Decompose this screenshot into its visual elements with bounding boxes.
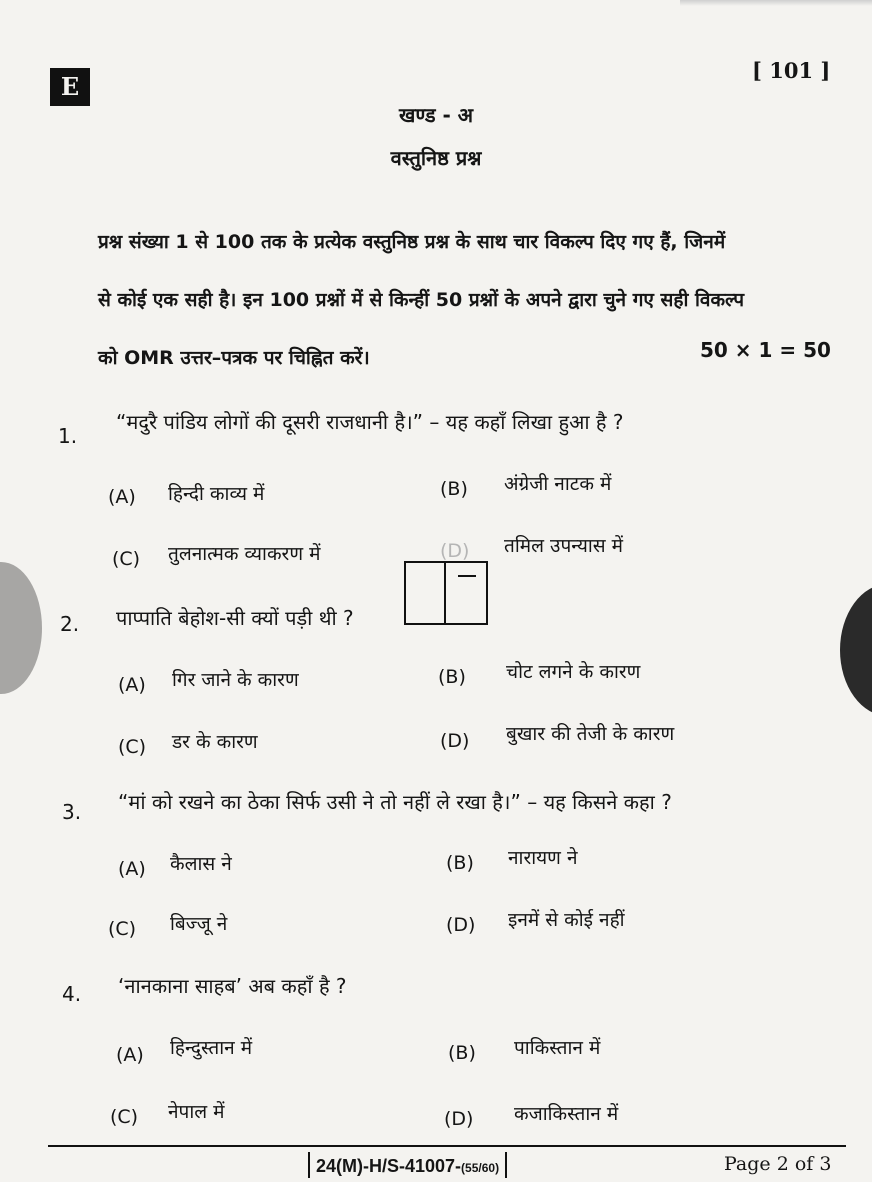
option-text: नेपाल में (168, 1101, 225, 1123)
instruction-line-1: प्रश्न संख्या 1 से 100 तक के प्रत्येक वस्तुनिष्ठ प्रश्न के साथ चार विकल्प दिए गए हैं, जिनमें (98, 231, 726, 253)
option-text: इनमें से कोई नहीं (508, 909, 625, 931)
section-title: खण्ड - अ (398, 103, 474, 127)
question-text: “मां को रखने का ठेका सिर्फ उसी ने तो नहीं ले रखा है।” – यह किसने कहा ? (118, 790, 672, 814)
option-letter: (C) (108, 918, 137, 940)
option-text: डर के कारण (172, 731, 258, 753)
option-text: हिन्दुस्तान में (170, 1037, 253, 1059)
question-number: 2. (60, 612, 80, 636)
footer-rule (48, 1145, 846, 1147)
page-footer: Page 2 of 3 (724, 1153, 832, 1175)
option-text: तमिल उपन्यास में (504, 535, 624, 557)
question-number: 4. (62, 982, 82, 1006)
marks-scheme: 50 × 1 = 50 (700, 338, 831, 362)
option-text: गिर जाने के कारण (172, 669, 299, 691)
option-letter: (B) (446, 852, 474, 874)
option-letter: (C) (118, 736, 147, 758)
option-letter: (B) (448, 1042, 476, 1064)
section-subtitle: वस्तुनिष्ठ प्रश्न (390, 146, 482, 170)
hole-punch-right (840, 584, 872, 716)
question-text: पाप्पाति बेहोश-सी क्यों पड़ी थी ? (116, 606, 354, 630)
option-text: बुखार की तेजी के कारण (506, 723, 675, 745)
paper-code-suffix: (55/60) (461, 1161, 500, 1175)
hole-punch-left (0, 562, 42, 694)
page-edge-shadow (680, 0, 872, 6)
option-text: नारायण ने (508, 847, 578, 869)
set-badge: E (50, 68, 90, 106)
option-text: हिन्दी काव्य में (168, 483, 265, 505)
paper-code-main: 24(M)-H/S-41007- (316, 1156, 462, 1176)
question-number: 3. (62, 800, 82, 824)
option-text: बिज्जू ने (170, 913, 228, 935)
option-letter: (D) (440, 540, 470, 562)
option-text: अंग्रेजी नाटक में (504, 473, 612, 495)
option-letter: (D) (440, 730, 470, 752)
option-letter: (A) (108, 486, 136, 508)
option-letter: (A) (118, 674, 146, 696)
option-letter: (B) (438, 666, 466, 688)
instruction-line-2: से कोई एक सही है। इन 100 प्रश्नों में से किन्हीं 50 प्रश्नों के अपने द्वारा चुने गए सही विकल्प (98, 289, 744, 311)
question-text: ‘नानकाना साहब’ अब कहाँ है ? (118, 974, 347, 998)
question-number: 1. (58, 424, 78, 448)
book-icon (404, 561, 488, 625)
option-text: कजाकिस्तान में (514, 1103, 619, 1125)
option-letter: (D) (444, 1108, 474, 1130)
option-text: पाकिस्तान में (514, 1037, 601, 1059)
option-letter: (A) (116, 1044, 144, 1066)
paper-code (308, 1152, 507, 1178)
option-letter: (A) (118, 858, 146, 880)
option-text: चोट लगने के कारण (506, 661, 641, 683)
option-letter: (D) (446, 914, 476, 936)
option-letter: (C) (112, 548, 141, 570)
instruction-line-3: को OMR उत्तर–पत्रक पर चिह्नित करें। (98, 347, 370, 369)
option-letter: (B) (440, 478, 468, 500)
page-number: [ 101 ] (752, 58, 831, 83)
option-text: तुलनात्मक व्याकरण में (168, 543, 321, 565)
question-text: “मदुरै पांडिय लोगों की दूसरी राजधानी है।” – यह कहाँ लिखा हुआ है ? (116, 410, 624, 434)
option-text: कैलास ने (170, 853, 232, 875)
option-letter: (C) (110, 1106, 139, 1128)
